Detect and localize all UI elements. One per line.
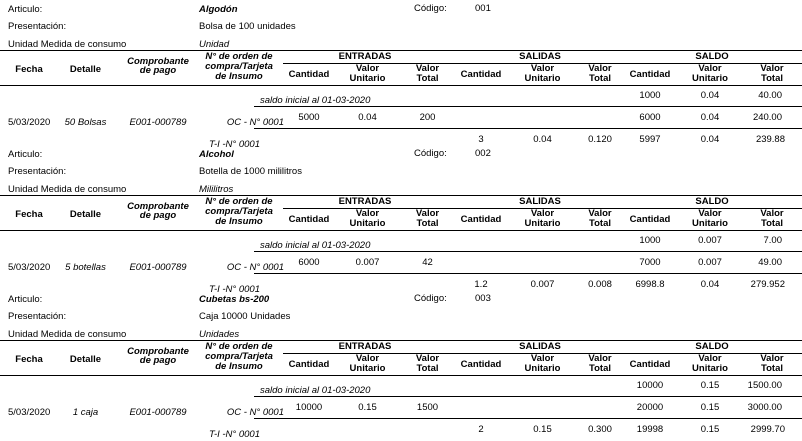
header-saldo: SALDO [695, 196, 729, 207]
saldo-vt-header-1: Valor [760, 208, 784, 219]
saldo-vu-header-1: Valor [698, 63, 722, 74]
header-entradas: ENTRADAS [338, 341, 392, 352]
saldo-vu-header-1: Valor [698, 353, 722, 364]
codigo-label: Código: [414, 3, 447, 14]
entrada-vt: 1500 [416, 402, 439, 413]
header-entradas: ENTRADAS [338, 51, 392, 62]
entrada-cantidad: 10000 [295, 402, 323, 413]
salida-vu: 0.04 [533, 134, 552, 145]
salidas-cantidad-header: Cantidad [460, 214, 502, 225]
saldo-inicial-cantidad: 10000 [636, 380, 664, 391]
salida-saldo-vu: 0.04 [700, 134, 720, 145]
salidas-vu-header-1: Valor [530, 208, 555, 219]
entradas-cantidad-header: Cantidad [288, 214, 330, 225]
entradas-cantidad-header: Cantidad [288, 359, 330, 370]
saldo-inicial-text: saldo inicial al 01-03-2020 [260, 385, 371, 396]
entrada-cantidad: 5000 [298, 112, 320, 123]
header-orden-3: de Insumo [215, 216, 263, 227]
saldo-cantidad-header: Cantidad [629, 69, 671, 80]
presentacion-value: Caja 10000 Unidades [199, 311, 291, 322]
entrada-vu: 0.15 [358, 402, 377, 413]
salida-saldo-vt: 279.952 [750, 279, 785, 290]
saldo-cantidad-header: Cantidad [629, 214, 671, 225]
header-orden-3: de Insumo [215, 361, 263, 372]
header-bottom-border [0, 85, 802, 86]
entrada-saldo-cantidad: 7000 [639, 257, 661, 268]
unidad-label: Unidad Medida de consumo [8, 329, 127, 340]
presentacion-value: Botella de 1000 mililitros [199, 166, 302, 177]
salida-orden: T-I -N° 0001 [209, 284, 260, 295]
salidas-vu-header-2: Unitario [524, 73, 561, 84]
articulo-name: Algodón [199, 4, 238, 15]
presentacion-value: Bolsa de 100 unidades [199, 21, 296, 32]
entrada-saldo-vu: 0.15 [700, 402, 720, 413]
entradas-vt-header-1: Valor [415, 353, 440, 364]
header-bottom-border [0, 375, 802, 376]
header-bottom-border [0, 230, 802, 231]
saldo-vt-header-2: Total [761, 363, 783, 374]
articulo-name: Alcohol [199, 149, 234, 160]
entrada-saldo-vt: 3000.00 [747, 402, 782, 413]
codigo-label: Código: [414, 148, 447, 159]
header-orden-2: compra/Tarjeta [205, 206, 273, 217]
entrada-saldo-vu: 0.04 [700, 112, 720, 123]
entrada-saldo-vt: 240.00 [752, 112, 782, 123]
entrada-cantidad: 6000 [298, 257, 320, 268]
saldo-inicial-vu: 0.04 [700, 90, 720, 101]
entrada-comprobante: E001-000789 [129, 117, 187, 128]
header-comprobante-1: Comprobante [127, 56, 189, 67]
header-fecha: Fecha [15, 209, 43, 220]
entrada-underline [254, 128, 802, 129]
unidad-value: Unidad [199, 39, 230, 50]
entrada-underline [254, 418, 802, 419]
articulo-label: Articulo: [8, 149, 43, 160]
entradas-cantidad-header: Cantidad [288, 69, 330, 80]
saldo-vu-header-1: Valor [698, 208, 722, 219]
salida-vt: 0.300 [588, 424, 612, 435]
entrada-saldo-vu: 0.007 [698, 257, 722, 268]
entrada-vu: 0.04 [358, 112, 377, 123]
salidas-vu-header-1: Valor [530, 353, 555, 364]
entrada-detalle: 1 caja [72, 407, 99, 418]
salida-vt: 0.008 [588, 279, 612, 290]
entrada-saldo-vt: 49.00 [758, 257, 782, 268]
header-comprobante-2: de pago [139, 355, 177, 366]
entradas-vu-header-2: Unitario [349, 363, 386, 374]
salida-vt: 0.120 [588, 134, 612, 145]
saldo-inicial-text: saldo inicial al 01-03-2020 [260, 240, 371, 251]
entrada-comprobante: E001-000789 [129, 262, 187, 273]
codigo-value: 001 [475, 3, 491, 14]
entrada-detalle: 5 botellas [65, 262, 106, 273]
articulo-label: Articulo: [8, 4, 43, 15]
saldo-inicial-text: saldo inicial al 01-03-2020 [260, 95, 371, 106]
header-orden-2: compra/Tarjeta [205, 61, 273, 72]
header-fecha: Fecha [15, 64, 43, 75]
salida-orden: T-I -N° 0001 [209, 429, 260, 440]
salidas-vt-header-1: Valor [588, 353, 612, 364]
codigo-value: 003 [475, 293, 491, 304]
entradas-vt-header-2: Total [416, 73, 439, 84]
entrada-saldo-cantidad: 6000 [639, 112, 661, 123]
header-salidas: SALIDAS [519, 51, 561, 62]
presentacion-label: Presentación: [8, 311, 67, 322]
saldo-vt-header-1: Valor [760, 63, 784, 74]
entradas-vt-header-1: Valor [415, 208, 440, 219]
saldo-inicial-underline [254, 106, 802, 107]
salida-saldo-vt: 2999.70 [750, 424, 785, 435]
saldo-inicial-underline [254, 251, 802, 252]
salidas-vt-header-2: Total [589, 363, 611, 374]
entradas-vt-header-2: Total [416, 363, 439, 374]
codigo-value: 002 [475, 148, 491, 159]
entrada-fecha: 5/03/2020 [8, 262, 51, 273]
header-salidas: SALIDAS [519, 341, 561, 352]
saldo-inicial-cantidad: 1000 [639, 235, 661, 246]
saldo-vt-header-2: Total [761, 218, 783, 229]
saldo-inicial-vu: 0.15 [700, 380, 720, 391]
articulo-name: Cubetas bs-200 [199, 294, 270, 305]
entradas-vt-header-2: Total [416, 218, 439, 229]
salida-saldo-cantidad: 5997 [639, 134, 661, 145]
saldo-vu-header-2: Unitario [692, 218, 728, 229]
header-orden-1: N° de orden de [205, 196, 273, 207]
header-orden-2: compra/Tarjeta [205, 351, 273, 362]
unidad-label: Unidad Medida de consumo [8, 184, 127, 195]
entrada-saldo-cantidad: 20000 [636, 402, 664, 413]
entrada-underline [254, 273, 802, 274]
salida-orden: T-I -N° 0001 [209, 139, 260, 150]
salidas-cantidad-header: Cantidad [460, 359, 502, 370]
salidas-vu-header-2: Unitario [524, 363, 561, 374]
unidad-value: Unidades [199, 329, 240, 340]
salidas-vt-header-1: Valor [588, 208, 612, 219]
header-comprobante-2: de pago [139, 210, 177, 221]
salida-saldo-vt: 239.88 [755, 134, 785, 145]
saldo-inicial-vu: 0.007 [698, 235, 722, 246]
entradas-vu-header-1: Valor [355, 353, 380, 364]
saldo-vu-header-2: Unitario [692, 73, 728, 84]
saldo-inicial-vt: 7.00 [763, 235, 782, 246]
saldo-vt-header-1: Valor [760, 353, 784, 364]
header-comprobante-2: de pago [139, 65, 177, 76]
entrada-detalle: 50 Bolsas [64, 117, 107, 128]
entradas-vt-header-1: Valor [415, 63, 440, 74]
salidas-vt-header-2: Total [589, 218, 611, 229]
entrada-comprobante: E001-000789 [129, 407, 187, 418]
salida-saldo-vu: 0.15 [700, 424, 720, 435]
header-fecha: Fecha [15, 354, 43, 365]
header-saldo: SALDO [695, 341, 729, 352]
entradas-vu-header-2: Unitario [349, 73, 386, 84]
salida-cantidad: 3 [478, 134, 484, 145]
header-entradas: ENTRADAS [338, 196, 392, 207]
entradas-vu-header-1: Valor [355, 63, 380, 74]
salida-vu: 0.007 [530, 279, 555, 290]
unidad-label: Unidad Medida de consumo [8, 39, 127, 50]
salidas-vt-header-2: Total [589, 73, 611, 84]
saldo-cantidad-header: Cantidad [629, 359, 671, 370]
saldo-inicial-vt: 40.00 [758, 90, 782, 101]
salida-saldo-cantidad: 19998 [636, 424, 664, 435]
salidas-cantidad-header: Cantidad [460, 69, 502, 80]
entrada-orden: OC - N° 0001 [226, 117, 284, 128]
header-detalle: Detalle [69, 64, 102, 75]
header-orden-1: N° de orden de [205, 51, 273, 62]
header-comprobante-1: Comprobante [127, 346, 189, 357]
unidad-value: Mililitros [199, 184, 234, 195]
entrada-fecha: 5/03/2020 [8, 117, 51, 128]
header-saldo: SALDO [695, 51, 729, 62]
entrada-fecha: 5/03/2020 [8, 407, 51, 418]
salida-cantidad: 1.2 [474, 279, 488, 290]
saldo-vt-header-2: Total [761, 73, 783, 84]
entradas-vu-header-1: Valor [355, 208, 380, 219]
presentacion-label: Presentación: [8, 166, 67, 177]
codigo-label: Código: [414, 293, 447, 304]
presentacion-label: Presentación: [8, 21, 67, 32]
articulo-label: Articulo: [8, 294, 43, 305]
salida-cantidad: 2 [478, 424, 484, 435]
saldo-inicial-vt: 1500.00 [747, 380, 782, 391]
entradas-vu-header-2: Unitario [349, 218, 386, 229]
saldo-vu-header-2: Unitario [692, 363, 728, 374]
entrada-vt: 42 [422, 257, 433, 268]
salida-saldo-vu: 0.04 [700, 279, 720, 290]
header-detalle: Detalle [69, 354, 102, 365]
salida-saldo-cantidad: 6998.8 [635, 279, 665, 290]
header-salidas: SALIDAS [519, 196, 561, 207]
entrada-orden: OC - N° 0001 [226, 407, 284, 418]
salidas-vt-header-1: Valor [588, 63, 612, 74]
saldo-inicial-cantidad: 1000 [639, 90, 661, 101]
header-detalle: Detalle [69, 209, 102, 220]
entrada-vt: 200 [419, 112, 436, 123]
header-orden-1: N° de orden de [205, 341, 273, 352]
entrada-orden: OC - N° 0001 [226, 262, 284, 273]
header-comprobante-1: Comprobante [127, 201, 189, 212]
entrada-vu: 0.007 [355, 257, 380, 268]
saldo-inicial-underline [254, 396, 802, 397]
salidas-vu-header-1: Valor [530, 63, 555, 74]
salidas-vu-header-2: Unitario [524, 218, 561, 229]
salida-vu: 0.15 [533, 424, 552, 435]
header-orden-3: de Insumo [215, 71, 263, 82]
